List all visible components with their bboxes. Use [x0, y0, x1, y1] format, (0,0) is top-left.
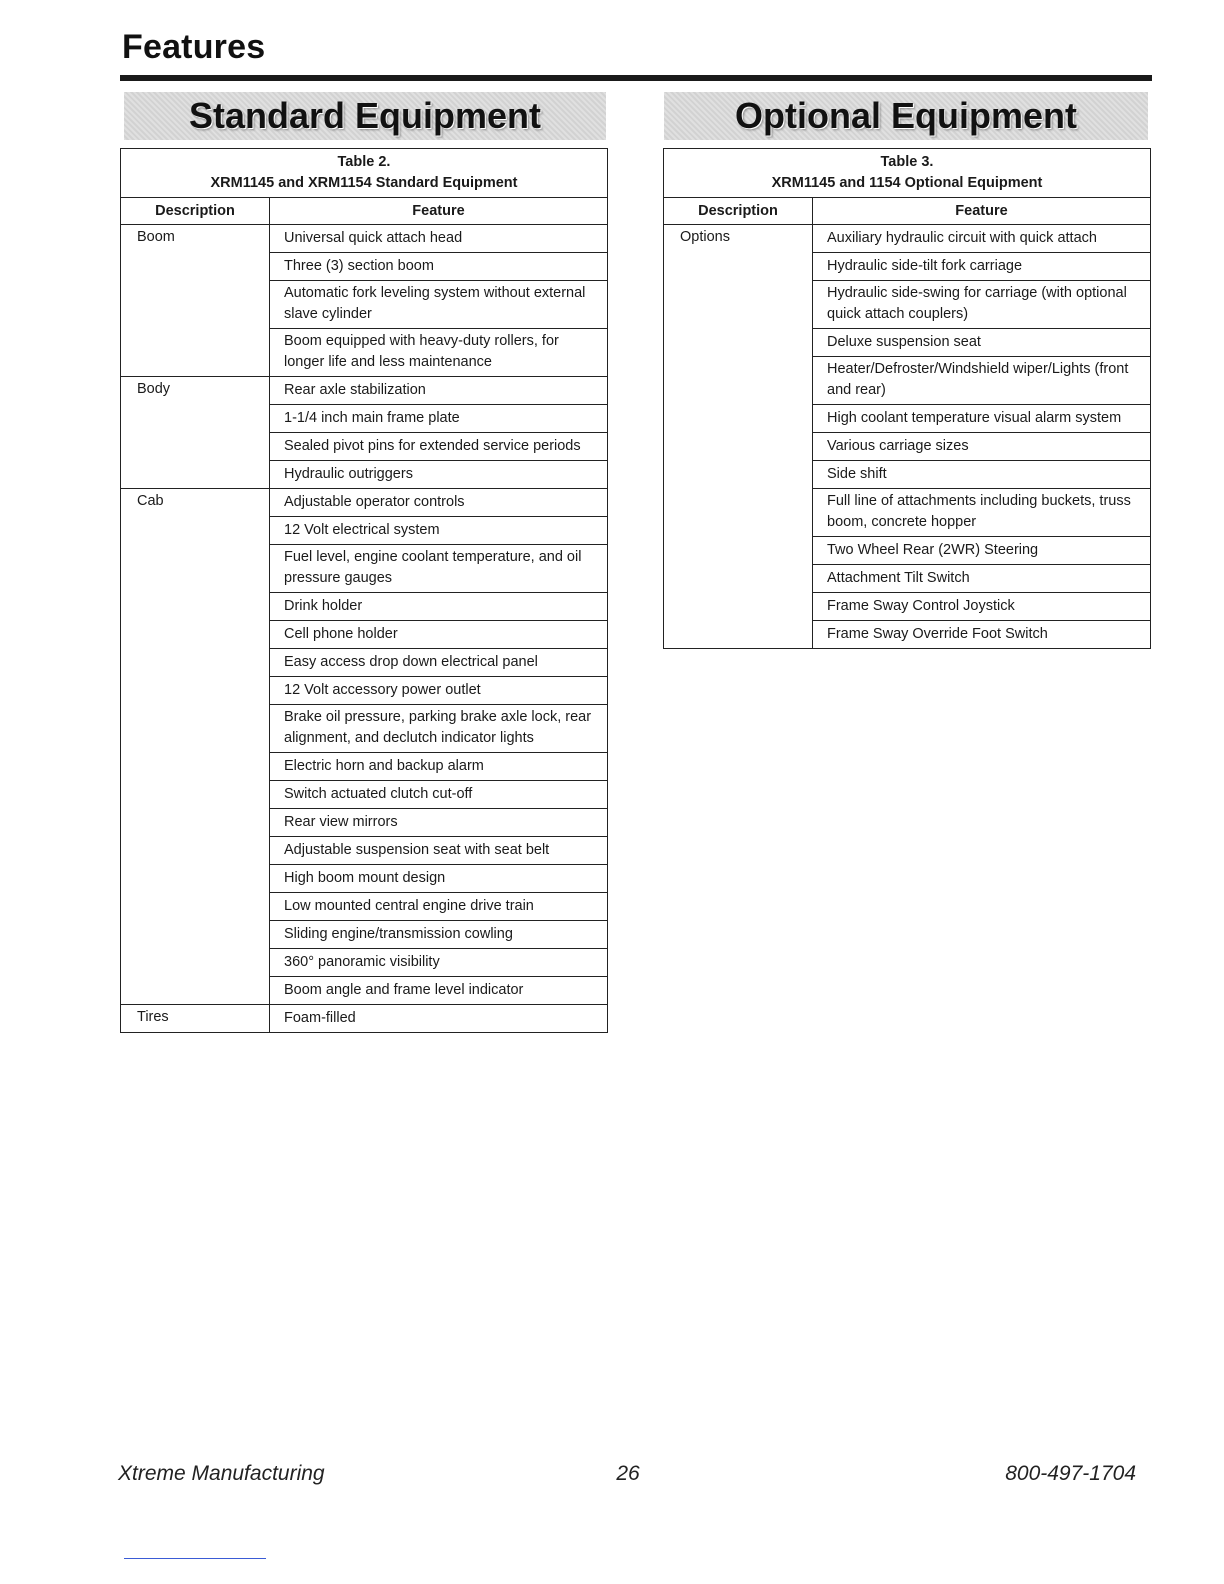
table-row — [121, 489, 608, 517]
footer-page-number: 26 — [616, 1462, 640, 1485]
feature-cell: Hydraulic outriggers — [270, 461, 608, 489]
optional-equipment-banner: Optional Equipment — [664, 92, 1148, 140]
feature-cell: 360° panoramic visibility — [270, 949, 608, 977]
footer-company: Xtreme Manufacturing — [118, 1462, 325, 1485]
feature-cell: Frame Sway Override Foot Switch — [813, 621, 1151, 649]
table-number: Table 2. — [337, 154, 391, 170]
feature-cell: Adjustable operator controls — [270, 489, 608, 517]
feature-cell: Various carriage sizes — [813, 433, 1151, 461]
table-row — [121, 377, 608, 405]
feature-cell: 1-1/4 inch main frame plate — [270, 405, 608, 433]
feature-cell: Universal quick attach head — [270, 225, 608, 253]
column-header-feature: Feature — [270, 198, 608, 225]
table-subtitle: XRM1145 and XRM1154 Standard Equipment — [210, 175, 518, 191]
feature-cell: High coolant temperature visual alarm system — [813, 405, 1151, 433]
standard-equipment-table — [120, 148, 608, 1033]
feature-cell: Hydraulic side-tilt fork carriage — [813, 253, 1151, 281]
feature-cell: Heater/Defroster/Windshield wiper/Lights (front and rear) — [813, 357, 1151, 405]
table-caption — [121, 149, 608, 198]
feature-cell: Auxiliary hydraulic circuit with quick attach — [813, 225, 1151, 253]
description-cell: Tires — [121, 1005, 270, 1033]
feature-cell: Attachment Tilt Switch — [813, 565, 1151, 593]
standard-equipment-banner: Standard Equipment — [124, 92, 606, 140]
feature-cell: Cell phone holder — [270, 621, 608, 649]
feature-cell: Boom equipped with heavy-duty rollers, for longer life and less maintenance — [270, 329, 608, 377]
table-number: Table 3. — [880, 154, 934, 170]
table-row — [121, 1005, 608, 1033]
feature-cell: Automatic fork leveling system without external slave cylinder — [270, 281, 608, 329]
column-header-description: Description — [121, 198, 270, 225]
feature-cell: Full line of attachments including buckets, truss boom, concrete hopper — [813, 489, 1151, 537]
feature-cell: Frame Sway Control Joystick — [813, 593, 1151, 621]
description-cell: Options — [664, 225, 813, 649]
feature-cell: Low mounted central engine drive train — [270, 893, 608, 921]
table-row — [121, 225, 608, 253]
feature-cell: Deluxe suspension seat — [813, 329, 1151, 357]
table-row — [664, 225, 1151, 253]
feature-cell: Sliding engine/transmission cowling — [270, 921, 608, 949]
feature-cell: Three (3) section boom — [270, 253, 608, 281]
footnote-rule — [124, 1558, 266, 1559]
optional-table-body — [664, 225, 1151, 649]
feature-cell: Side shift — [813, 461, 1151, 489]
feature-cell: Sealed pivot pins for extended service periods — [270, 433, 608, 461]
standard-table-body — [121, 225, 608, 1033]
feature-cell: Foam-filled — [270, 1005, 608, 1033]
feature-cell: Boom angle and frame level indicator — [270, 977, 608, 1005]
column-header-feature: Feature — [813, 198, 1151, 225]
optional-equipment-table — [663, 148, 1151, 649]
feature-cell: Switch actuated clutch cut-off — [270, 781, 608, 809]
footer-phone: 800-497-1704 — [1005, 1462, 1136, 1485]
description-cell: Body — [121, 377, 270, 489]
feature-cell: Two Wheel Rear (2WR) Steering — [813, 537, 1151, 565]
feature-cell: Hydraulic side-swing for carriage (with optional quick attach couplers) — [813, 281, 1151, 329]
feature-cell: Drink holder — [270, 593, 608, 621]
table-subtitle: XRM1145 and 1154 Optional Equipment — [771, 175, 1043, 191]
feature-cell: Electric horn and backup alarm — [270, 753, 608, 781]
description-cell: Boom — [121, 225, 270, 377]
feature-cell: Rear view mirrors — [270, 809, 608, 837]
description-cell: Cab — [121, 489, 270, 1005]
title-rule — [120, 75, 1152, 81]
feature-cell: Rear axle stabilization — [270, 377, 608, 405]
feature-cell: Fuel level, engine coolant temperature, and oil pressure gauges — [270, 545, 608, 593]
feature-cell: Adjustable suspension seat with seat belt — [270, 837, 608, 865]
feature-cell: 12 Volt electrical system — [270, 517, 608, 545]
feature-cell: 12 Volt accessory power outlet — [270, 677, 608, 705]
feature-cell: Easy access drop down electrical panel — [270, 649, 608, 677]
column-header-description: Description — [664, 198, 813, 225]
page-title: Features — [122, 28, 266, 66]
table-caption — [664, 149, 1151, 198]
feature-cell: High boom mount design — [270, 865, 608, 893]
feature-cell: Brake oil pressure, parking brake axle lock, rear alignment, and declutch indicator lights — [270, 705, 608, 753]
